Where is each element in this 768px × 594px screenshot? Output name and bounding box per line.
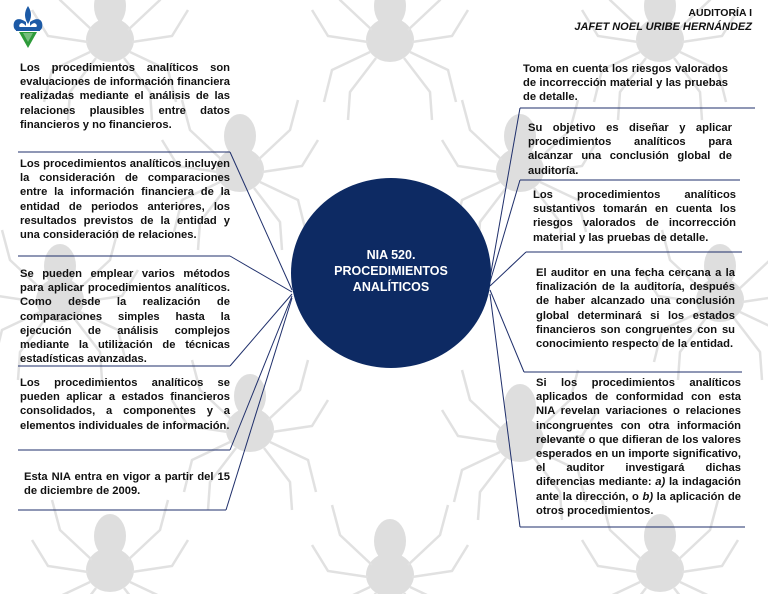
left-note-scope: Los procedimientos analíticos se pueden aplicar a estados financieros consolidados, a componentes y a elementos individuales de información. xyxy=(20,377,230,432)
right-note-substantive: Los procedimientos analíticos sustantivos tomarán en cuenta los riesgos valorados de incorrección material y las pruebas de detalle. xyxy=(533,189,736,244)
left-note-comparisons: Los procedimientos analíticos incluyen la consideración de comparaciones entre la información financiera de la entidad de periodos anteriores, los resultados previstos de la entidad y una consideración de relaciones. xyxy=(20,158,230,242)
course-title: AUDITORÍA I xyxy=(688,7,752,19)
option-a-text: la indagación ante la dirección, o xyxy=(536,476,742,503)
right-note-risks: Toma en cuenta los riesgos valorados de incorrección material y las pruebas de detalle. xyxy=(523,63,728,104)
left-note-methods: Se pueden emplear varios métodos para aplicar procedimientos analíticos. Como desde la realización de comparaciones simples hasta la ejecución de análisis complejos mediante la utilización de técnicas estadísticas avanzadas. xyxy=(20,268,230,366)
left-note-definition: Los procedimientos analíticos son evaluaciones de información financiera realizadas mediante el análisis de las relaciones plausibles entre datos financieros y no financieros. xyxy=(20,62,230,131)
option-b-text: la aplicación de otros procedimientos. xyxy=(536,490,742,517)
right-note-final-conclusion: El auditor en una fecha cercana a la finalización de la auditoría, después de haber alcanzado una conclusión global determinará si los estados financieros son congruentes con su conocimiento respecto de la entidad. xyxy=(536,267,735,351)
left-note-effective-date: Esta NIA entra en vigor a partir del 15 de diciembre de 2009. xyxy=(24,471,230,498)
option-b-marker: b) xyxy=(642,490,654,503)
author-name: JAFET NOEL URIBE HERNÁNDEZ xyxy=(574,21,752,33)
right-note-investigation xyxy=(536,376,741,518)
right-note-objective: Su objetivo es diseñar y aplicar procedimientos analíticos para alcanzar una conclusión global de auditoría. xyxy=(528,122,732,177)
central-topic-node xyxy=(291,178,491,368)
option-a-marker: a) xyxy=(655,476,666,489)
investigation-intro: Si los procedimientos analíticos aplicados de conformidad con esta NIA revelan variaciones o relaciones incongruentes con otra información relevante o que difieran de los valores esperados en un importe significativo, el auditor investigará dichas diferencias mediante: xyxy=(536,377,741,489)
central-topic-title: NIA 520. PROCEDIMIENTOS ANALÍTICOS xyxy=(334,248,448,294)
